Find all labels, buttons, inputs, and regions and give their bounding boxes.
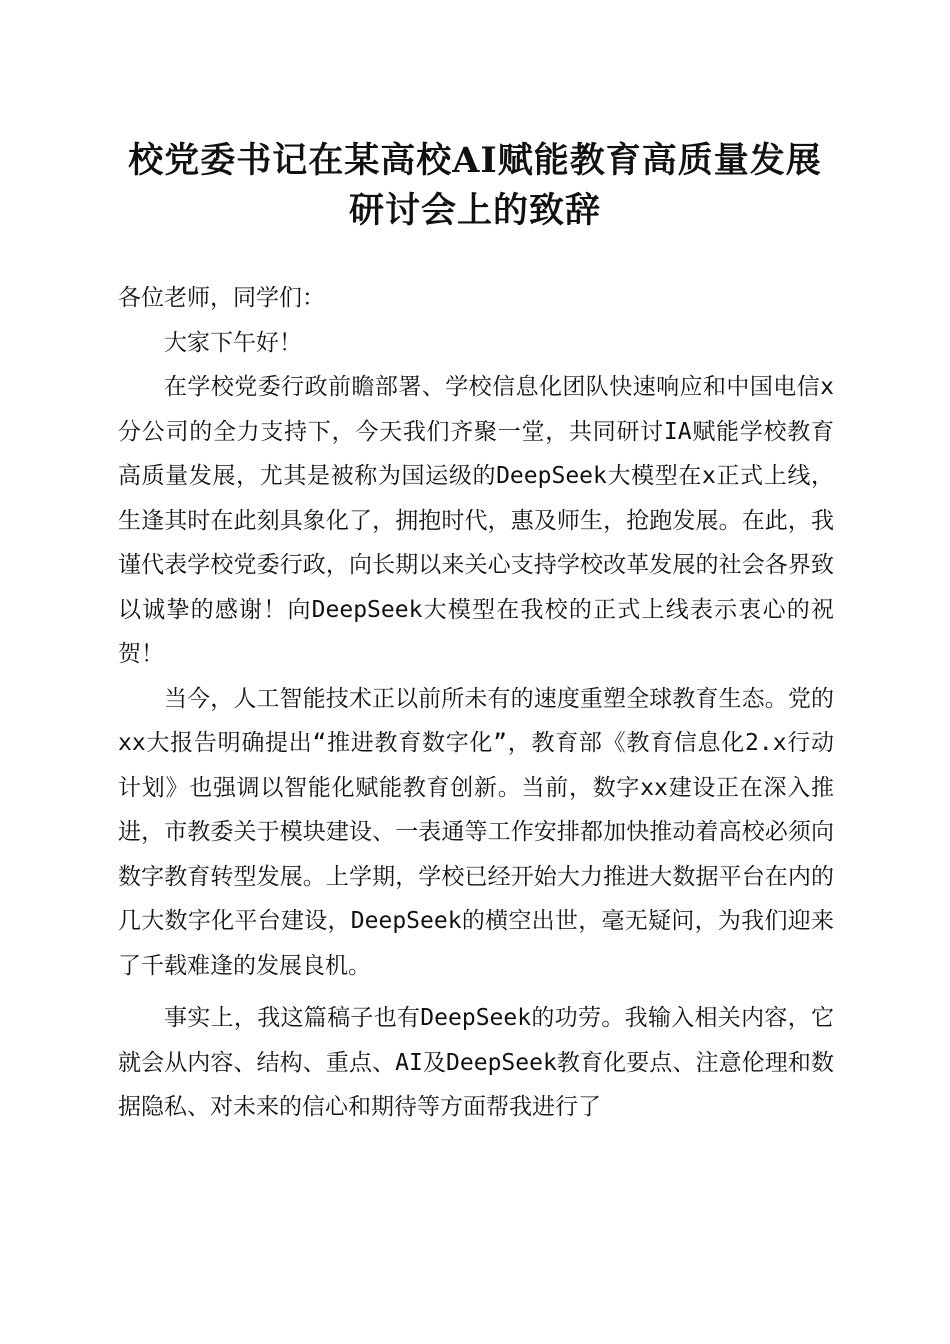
greeting: 大家下午好！ — [164, 329, 302, 356]
title-line-2: 研讨会上的致辞 — [348, 190, 601, 231]
paragraph-1: 在学校党委行政前瞻部署、学校信息化团队快速响应和中国电信x分公司的全力支持下，今天我们齐聚一堂，共同研讨IA赋能学校教育高质量发展，尤其是被称为国运级的DeepSeek大模型在x正式上线，生逢其时在此刻具象化了，拥抱时代，惠及师生，抢跑发展。在此，我谨代表学校党委行政，向长期以来关心支持学校改革发展的社会各界致以诚挚的感谢！向DeepSeek大模型在我校的正式上线表示衷心的祝贺！ — [118, 374, 834, 667]
title-line-1: 校党委书记在某高校AI赋能教育高质量发展 — [128, 140, 822, 181]
paragraph-3: 事实上，我这篇稿子也有DeepSeek的功劳。我输入相关内容，它就会从内容、结构、重点、AI及DeepSeek教育化要点、注意伦理和数据隐私、对未来的信心和期待等方面帮我进行了 — [118, 1005, 834, 1120]
document-title — [0, 136, 950, 236]
paragraph-2: 当今，人工智能技术正以前所未有的速度重塑全球教育生态。党的xx大报告明确提出“推进教育数字化”，教育部《教育信息化2.x行动计划》也强调以智能化赋能教育创新。当前，数字xx建设正在深入推进，市教委关于模块建设、一表通等工作安排都加快推动着高校必须向数字教育转型发展。上学期，学校已经开始大力推进大数据平台在内的几大数字化平台建设，DeepSeek的横空出世，毫无疑问，为我们迎来了千载难逢的发展良机。 — [118, 685, 834, 979]
salutation: 各位老师，同学们： — [118, 285, 325, 311]
document-body — [118, 276, 834, 1130]
